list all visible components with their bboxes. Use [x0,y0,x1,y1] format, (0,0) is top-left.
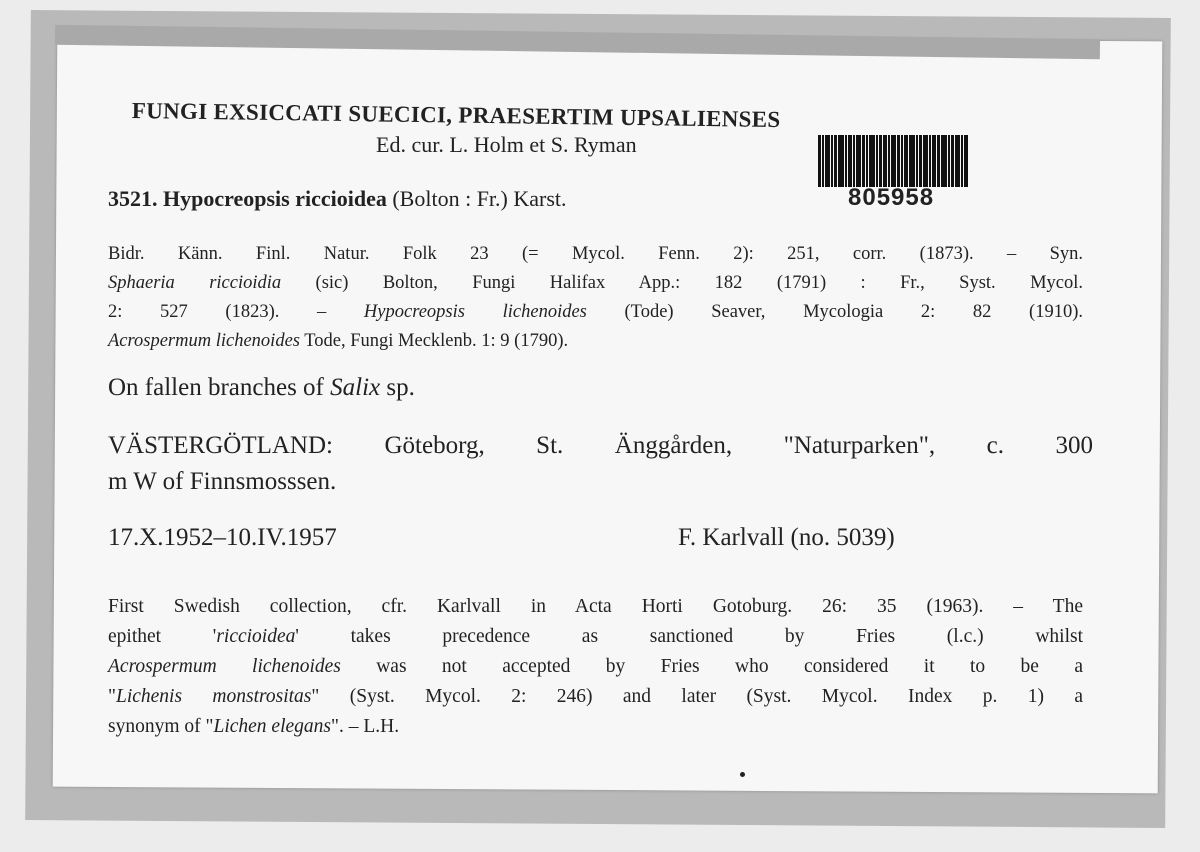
notes-line: "Lichenis monstrositas" (Syst. Mycol. 2: 246) and later (Syst. Mycol. Index p. 1) a [108,686,1083,707]
notes-line: First Swedish collection, cfr. Karlvall in Acta Horti Gotoburg. 26: 35 (1963). – The [108,596,1083,617]
bibliography [108,240,1083,356]
series-title: FUNGI EXSICCATI SUECICI, PRAESERTIM UPSALIENSES [131,98,781,133]
collector: F. Karlvall (no. 5039) [678,524,895,551]
barcode [818,135,983,187]
barcode-number: 805958 [848,184,935,211]
biblio-line: Sphaeria riccioidia (sic) Bolton, Fungi Halifax App.: 182 (1791) : Fr., Syst. Mycol. [108,273,1083,293]
locality-line: m W of Finnsmosssen. [108,468,337,495]
collection-date: 17.X.1952–10.IV.1957 [108,524,337,551]
locality-line: VÄSTERGÖTLAND: Göteborg, St. Änggården, "Naturparken", c. 300 [108,432,1093,459]
biblio-line: Acrospermum lichenoides Tode, Fungi Mecklenb. 1: 9 (1790). [108,331,569,351]
species-name: Hypocreopsis riccioidea [163,186,387,211]
species-authority: (Bolton : Fr.) Karst. [392,186,567,211]
biblio-line: 2: 527 (1823). – Hypocreopsis lichenoides (Tode) Seaver, Mycologia 2: 82 (1910). [108,302,1083,322]
exsiccata-number: 3521. [108,186,158,211]
notes-line: epithet 'riccioidea' takes precedence as sanctioned by Fries (l.c.) whilst [108,626,1084,647]
notes [108,592,1083,742]
biblio-line: Bidr. Känn. Finl. Natur. Folk 23 (= Mycol. Fenn. 2): 251, corr. (1873). – Syn. [108,244,1083,264]
notes-line: synonym of "Lichen elegans". – L.H. [108,716,400,737]
notes-line: Acrospermum lichenoides was not accepted by Fries who considered it to be a [108,656,1083,677]
substrate: On fallen branches of Salix sp. [108,374,415,401]
species-line [108,186,567,212]
series-editors: Ed. cur. L. Holm et S. Ryman [376,132,637,157]
locality [108,428,1093,500]
ink-dot [740,772,745,777]
